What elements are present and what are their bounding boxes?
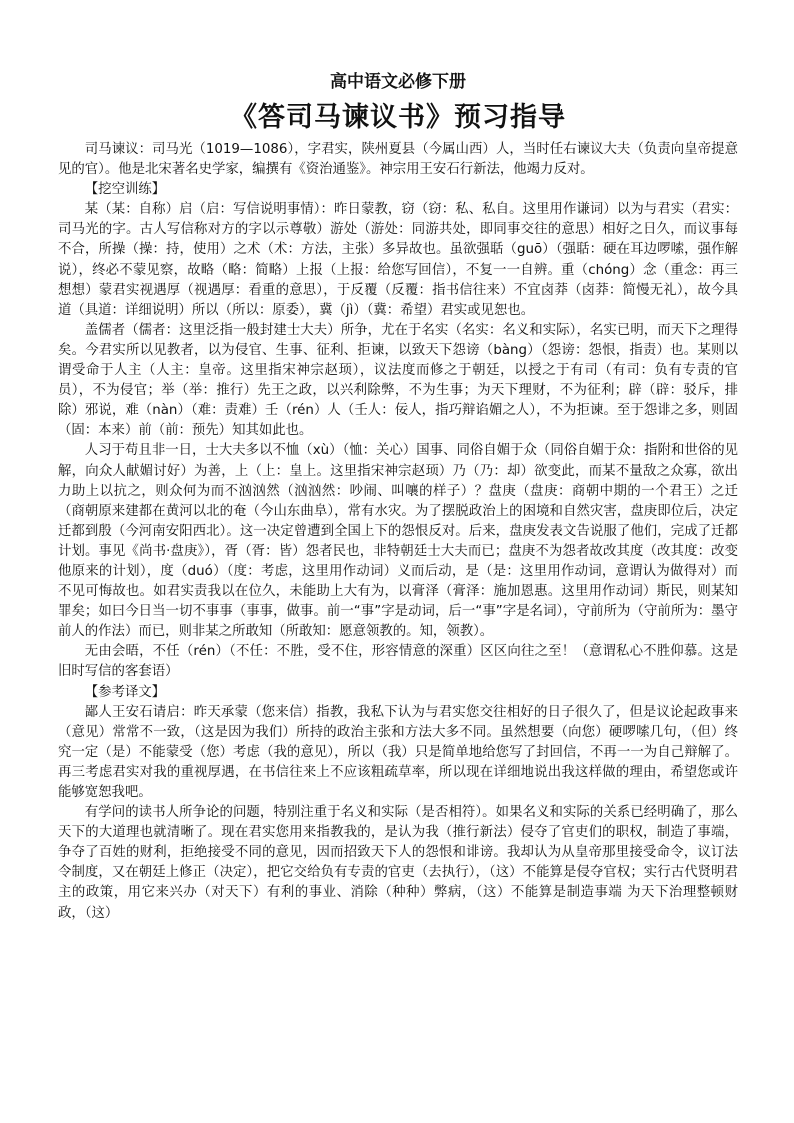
training-paragraph: 无由会晤，不任（rén）（不任：不胜，受不住，形容情意的深重）区区向往之至！（意谓私心不胜仰慕。这是旧时写信的客套语） [58,644,738,680]
training-paragraph: 盖儒者（儒者：这里泛指一般封建士大夫）所争，尤在于名实（名实：名义和实际），名实已明，而天下之理得矣。今君实所以见教者，以为侵官、生事、征利、拒谏，以致天下怨谤（bàng）（怨谤：怨恨，指责）也。某则以谓受命于人主（人主：皇帝。这里指宋神宗赵顼），议法度而修之于朝廷，以授之于有司（有司：负有专责的官员），不为侵官；举（举：推行）先王之政，以兴利除弊，不为生事；为天下理财，不为征利；辟（辟：驳斥，排除）邪说，难（nàn）（难：责难）壬（rén）人（壬人：佞人，指巧辩谄媚之人），不为拒谏。至于怨诽之多，则固（固：本来）前（前：预先）知其如此也。 [58,322,738,439]
document-subtitle: 高中语文必修下册 [330,72,466,92]
translation-paragraph: 鄙人王安石请启：昨天承蒙（您来信）指教，我私下认为与君实您交往相好的日子很久了，但是议论起政事来（意见）常常不一致，（这是因为我们）所持的政治主张和方法大多不同。虽然想要（向您）硬啰嗦几句，（但）终究一定（是）不能蒙受（您）考虑（我的意见），所以（我）只是简单地给您写了封回信，不再一一为自己辩解了。再三考虑君实对我的重视厚遇，在书信往来上不应该粗疏草率，所以现在详细地说出我这样做的理由，希望您或许能够宽恕我吧。 [58,704,738,800]
section-heading-translation: 【参考译文】 [84,684,166,700]
intro-paragraph: 司马谏议：司马光（1019—1086），字君实，陕州夏县（今属山西）人，当时任右谏议大夫（负责向皇帝提意见的官）。他是北宋著名史学家，编撰有《资治通鉴》。神宗用王安石行新法，他竭力反对。 [58,142,738,178]
training-paragraph: 某（某：自称）启（启：写信说明事情）：昨日蒙教，窃（窃：私、私自。这里用作谦词）以为与君实（君实：司马光的字。古人写信称对方的字以示尊敬）游处（游处：同游共处，即同事交往的意思）相好之日久，而议事每不合，所操（操：持，使用）之术（术：方法，主张）多异故也。虽欲强聒（guō）（强聒：硬在耳边啰嗦，强作解说），终必不蒙见察，故略（略：简略）上报（上报：给您写回信），不复一一自辨。重（chóng）念（重念：再三想想）蒙君实视遇厚（视遇厚：看重的意思），于反覆（反覆：指书信往来）不宜卤莽（卤莽：简慢无礼），故今具道（具道：详细说明）所以（所以：原委），冀（jì）（冀：希望）君实或见恕也。 [58,202,738,318]
document-title: 《答司马谏议书》预习指导 [230,102,566,133]
translation-paragraph: 有学问的读书人所争论的问题，特别注重于名义和实际（是否相符）。如果名义和实际的关系已经明确了，那么天下的大道理也就清晰了。现在君实您用来指教我的，是认为我（推行新法）侵夺了官吏们的职权，制造了事端，争夺了百姓的财利，拒绝接受不同的意见，因而招致天下人的怨恨和诽谤。我却认为从皇帝那里接受命令，议订法令制度，又在朝廷上修正（决定），把它交给负有专责的官吏（去执行），（这）不能算是侵夺官权；实行古代贤明君主的政策，用它来兴办（对天下）有利的事业、消除（种种）弊病，（这）不能算是制造事端 为天下治理整顿财政，（这） [58,805,738,921]
section-heading-training: 【挖空训练】 [84,182,166,198]
training-paragraph: 人习于苟且非一日，士大夫多以不恤（xù）（恤：关心）国事、同俗自媚于众（同俗自媚于众：指附和世俗的见解，向众人献媚讨好）为善，上（上：皇上。这里指宋神宗赵顼）乃（乃：却）欲变此，而某不量敌之众寡，欲出力助上以抗之，则众何为而不汹汹然（汹汹然：吵闹、叫嚷的样子）？盘庚（盘庚：商朝中期的一个君王）之迁（商朝原来建都在黄河以北的奄（今山东曲阜），常有水灾。为了摆脱政治上的困境和自然灾害，盘庚即位后，决定迁都到殷（今河南安阳西北）。这一决定曾遭到全国上下的怨恨反对。后来，盘庚发表文告说服了他们，完成了迁都计划。事见《尚书·盘庚》），胥（胥：皆）怨者民也，非特朝廷士大夫而已；盘庚不为怨者故改其度（改其度：改变他原来的计划），度（duó）（度：考虑，这里用作动词）义而后动，是（是：这里用作动词，意谓认为做得对）而不见可悔故也。如君实责我以在位久，未能助上大有为，以膏泽（膏泽：施加恩惠。这里用作动词）斯民，则某知罪矣；如曰今日当一切不事事（事事，做事。前一“事”字是动词，后一“事”字是名词），守前所为（守前所为：墨守前人的作法）而已，则非某之所敢知（所敢知：愿意领教的。知，领教）。 [58,443,738,640]
